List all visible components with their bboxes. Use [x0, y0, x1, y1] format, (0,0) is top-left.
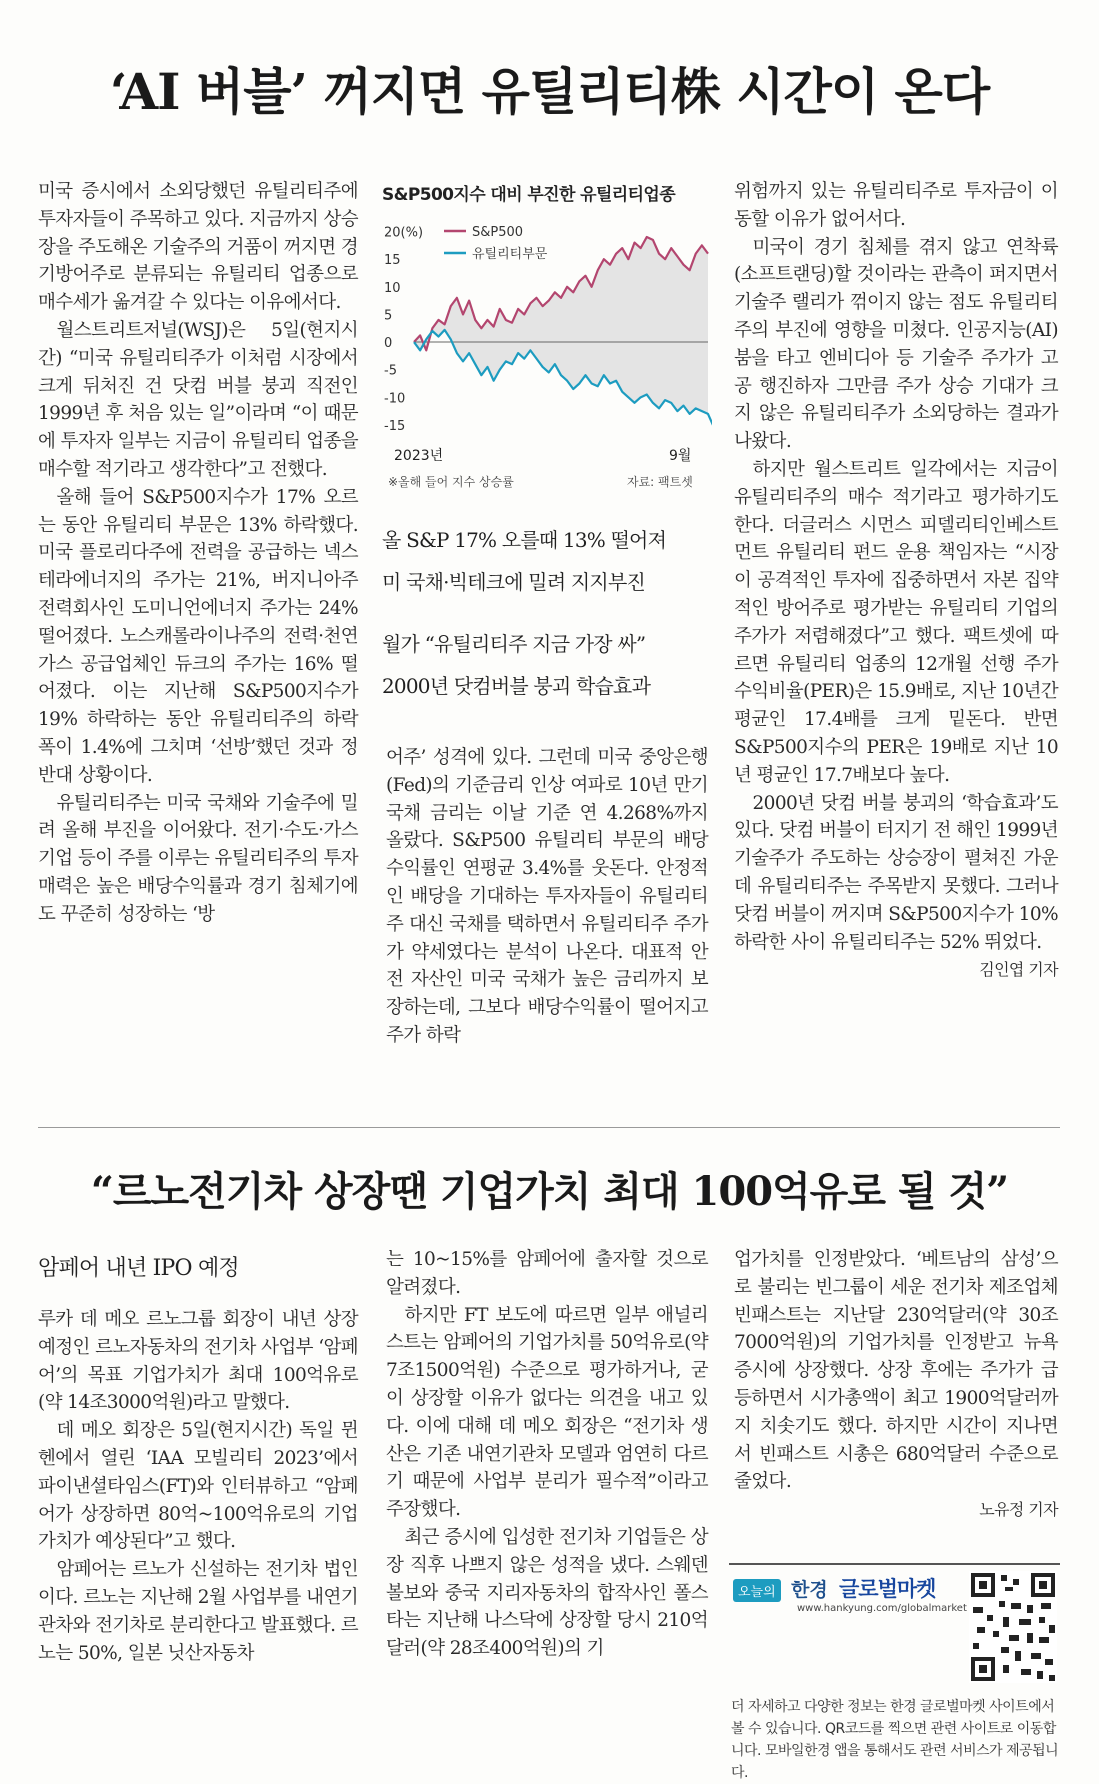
article2-column-2	[386, 1246, 708, 1663]
y-tick-label: -10	[384, 391, 406, 407]
section-divider	[38, 1127, 1060, 1128]
article1-column-1	[38, 178, 358, 929]
paragraph: 루카 데 메오 르노그룹 회장이 내년 상장 예정인 르노자동차의 전기차 사업부 ‘암페어’의 목표 기업가치가 최대 100억유로(약 14조3000억원)라고 말했다.	[38, 1309, 359, 1414]
paragraph: 업가치를 인정받았다. ‘베트남의 삼성’으로 불리는 빈그룹이 세운 전기차 제조업체 빈패스트는 지난달 230억달러(약 30조7000억원)의 기업가치를 인정받고 뉴욕증시에 상장했다. 상장 후에는 주가가 급등하면서 시가총액이 최고 1900억달러까지 치솟기도 했다. 하지만 시간이 지나면서 빈패스트 시총은 680억달러 수준으로 줄었다.	[734, 1249, 1058, 1493]
promo-description: 더 자세하고 다양한 정보는 한경 글로벌마켓 사이트에서 볼 수 있습니다. QR코드를 찍으면 관련 사이트로 이동합니다. 모바일한경 앱을 통해서도 관련 서비스가 제공됩니다.	[731, 1699, 1059, 1781]
article1-column-2	[386, 744, 708, 1050]
chart-note: ※올해 들어 지수 상승률	[388, 475, 514, 489]
y-tick-label: 20(%)	[384, 225, 424, 241]
subhead-2: 미 국채·빅테크에 밀려 지지부진	[382, 570, 645, 594]
chart-gap-area	[414, 237, 708, 414]
paragraph: 최근 증시에 입성한 전기차 기업들은 상장 직후 나쁘지 않은 성적을 냈다. 스웨덴 볼보와 중국 지리자동차의 합작사인 폴스타는 지난해 나스닥에 상장할 당시 210억달러(약 28조400억원)의 기	[386, 1526, 708, 1660]
y-tick-label: 5	[384, 308, 393, 324]
y-tick-label: 0	[384, 336, 393, 352]
article2-subhead: 암페어 내년 IPO 예정	[38, 1256, 239, 1281]
x-start-label: 2023년	[394, 448, 444, 464]
y-tick-label: -15	[384, 418, 406, 434]
paragraph: 2000년 닷컴 버블 붕괴의 ‘학습효과’도 있다. 닷컴 버블이 터지기 전 해인 1999년 기술주가 주도하는 상승장이 펼쳐진 가운데 유틸리티주는 주목받지 못했다. 그러나 닷컴 버블이 꺼지며 S&P500지수가 10% 하락한 사이 유틸리티주는 52% 뛰었다.	[734, 792, 1058, 953]
legend-label: 유틸리티부문	[472, 247, 548, 262]
global-market-promo	[729, 1563, 1060, 1693]
paragraph: 미국 증시에서 소외당했던 유틸리티주에 투자자들이 주목하고 있다. 지금까지 상승장을 주도해온 기술주의 거품이 꺼지면 경기방어주로 분류되는 유틸리티 업종으로 매수세가 옮겨갈 수 있다는 이유에서다.	[38, 181, 359, 314]
paragraph: 어주’ 성격에 있다. 그런데 미국 중앙은행(Fed)의 기준금리 인상 여파로 10년 만기 국채 금리는 이날 기준 연 4.268%까지 올랐다. S&P500 유틸리티 부문의 배당 수익률인 연평균 3.4%를 웃돈다. 안정적인 배당을 기대하는 투자자들이 유틸리티주 대신 국채를 택하면서 유틸리티주 주가가 약세였다는 분석이 나온다. 대표적 안전 자산인 미국 국채가 높은 금리까지 보장하는데, 그보다 배당수익률이 떨어지고 주가 하락	[386, 747, 708, 1046]
paragraph: 하지만 FT 보도에 따르면 일부 애널리스트는 암페어의 기업가치를 50억유로(약 7조1500억원) 수준으로 평가하거나, 굳이 상장할 이유가 없다는 의견을 내고 있다. 이에 대해 데 메오 회장은 “전기차 생산은 기존 내연기관차 모델과 엄연히 다르기 때문에 사업부 분리가 필수적”이라고 주장했다.	[386, 1304, 708, 1521]
x-end-label: 9월	[669, 448, 692, 464]
byline: 노유정 기자	[979, 1500, 1058, 1520]
article1-column-3	[734, 178, 1058, 984]
qr-code-icon[interactable]	[969, 1571, 1057, 1683]
paragraph: 유틸리티주는 미국 국채와 기술주에 밀려 올해 부진을 이어왔다. 전기·수도·가스 기업 등이 주를 이루는 유틸리티주의 투자 매력은 높은 배당수익률과 경기 침체기에도 꾸준히 성장하는 ‘방	[38, 792, 359, 925]
paragraph: 월스트리트저널(WSJ)은 5일(현지시간) “미국 유틸리티주가 이처럼 시장에서 크게 뒤처진 건 닷컴 버블 붕괴 직전인 1999년 후 처음 있는 일”이라며 “이 때문에 투자자 일부는 지금이 유틸리티 업종을 매수할 적기라고 생각한다”고 전했다.	[38, 319, 359, 480]
legend-label: S&P500	[472, 225, 524, 240]
subhead-3: 월가 “유틸리티주 지금 가장 싸”	[382, 632, 646, 656]
y-tick-label: -5	[384, 363, 397, 379]
promo-today-badge: 오늘의	[733, 1579, 781, 1602]
paragraph: 는 10~15%를 암페어에 출자할 것으로 알려졌다.	[386, 1249, 708, 1298]
article2-column-1	[38, 1306, 358, 1667]
subhead-1: 올 S&P 17% 오를때 13% 떨어져	[382, 528, 667, 552]
article2-column-3	[734, 1246, 1058, 1524]
promo-rule	[729, 1563, 1060, 1565]
y-tick-label: 10	[384, 280, 401, 296]
paragraph: 데 메오 회장은 5일(현지시간) 독일 뮌헨에서 열린 ‘IAA 모빌리티 2023’에서 파이낸셜타임스(FT)와 인터뷰하고 “암페어가 상장하면 80억~100억유로의 기업가치가 예상된다”고 했다.	[38, 1420, 358, 1553]
paragraph: 위험까지 있는 유틸리티주로 투자금이 이동할 이유가 없어서다.	[734, 181, 1058, 230]
promo-url[interactable]: www.hankyung.com/globalmarket	[797, 1603, 967, 1614]
subhead-4: 2000년 닷컴버블 붕괴 학습효과	[382, 674, 651, 698]
y-tick-label: 15	[384, 253, 401, 269]
headline-utility: ‘AI 버블’ 꺼지면 유틸리티株 시간이 온다	[109, 62, 990, 121]
paragraph: 하지만 월스트리트 일각에서는 지금이 유틸리티주의 매수 적기라고 평가하기도 한다. 더글러스 시먼스 피델리티인베스트먼트 유틸리티 펀드 운용 책임자는 “시장이 공격적인 투자에 집중하면서 자본 집약적인 방어주로 평가받는 유틸리티 기업의 주가가 저렴해졌다”고 했다. 팩트셋에 따르면 유틸리티 업종의 12개월 선행 주가수익비율(PER)은 15.9배로, 지난 10년간 평균인 17.4배를 크게 밑돈다. 반면 S&P500지수의 PER은 19배로 지난 10년 평균인 17.7배보다 높다.	[734, 458, 1058, 786]
promo-brand: 한경	[791, 1579, 828, 1601]
paragraph: 암페어는 르노가 신설하는 전기차 법인이다. 르노는 지난해 2월 사업부를 내연기관차와 전기차로 분리한다고 발표했다. 르노는 50%, 일본 닛산자동차	[38, 1559, 359, 1664]
utility-vs-sp500-chart	[382, 212, 712, 507]
headline-renault: “르노전기차 상장땐 기업가치 최대 100억유로 될 것”	[90, 1168, 1009, 1215]
chart-source: 자료: 팩트셋	[627, 475, 693, 489]
chart-title: S&P500지수 대비 부진한 유틸리티업종	[382, 185, 676, 205]
paragraph: 미국이 경기 침체를 겪지 않고 연착륙(소프트랜딩)할 것이라는 관측이 퍼지면서 기술주 랠리가 꺾이지 않는 점도 유틸리티주의 부진에 영향을 미쳤다. 인공지능(AI) 붐을 타고 엔비디아 등 기술주 주가가 고공 행진하자 그만큼 주가 상승 기대가 크지 않은 유틸리티주가 소외당하는 결과가 나왔다.	[734, 236, 1058, 453]
byline: 김인엽 기자	[979, 960, 1058, 980]
promo-title: 글로벌마켓	[839, 1577, 936, 1601]
paragraph: 올해 들어 S&P500지수가 17% 오르는 동안 유틸리티 부문은 13% 하락했다. 미국 플로리다주에 전력을 공급하는 넥스테라에너지의 주가는 21%, 버지니아주 전력회사인 도미니언에너지 주가는 24% 떨어졌다. 노스캐롤라이나주의 전력·천연가스 공급업체인 듀크의 주가는 16% 떨어졌다. 이는 지난해 S&P500지수가 19% 하락하는 동안 유틸리티주의 하락 폭이 1.4%에 그치며 ‘선방’했던 것과 정반대 상황이다.	[38, 486, 358, 786]
